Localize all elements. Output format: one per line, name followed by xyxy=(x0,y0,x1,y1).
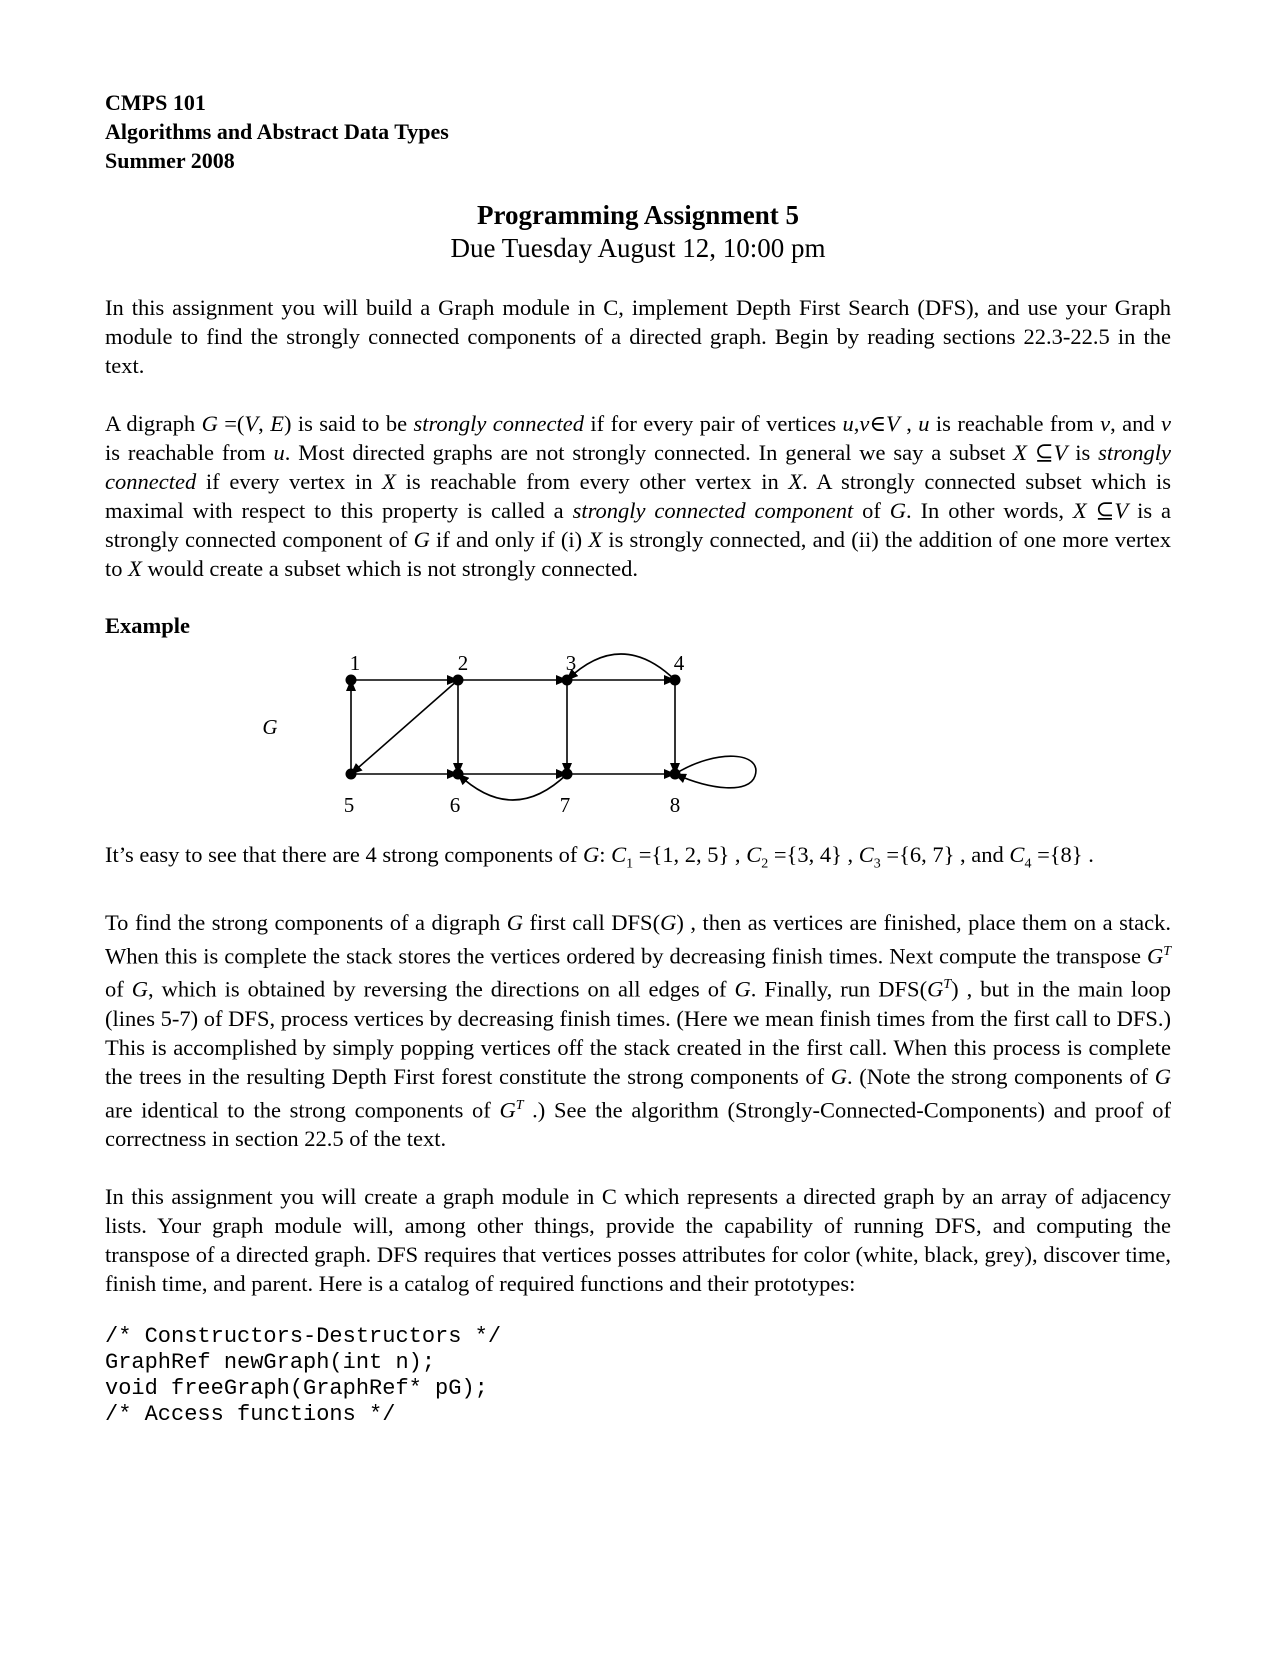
course-title: Algorithms and Abstract Data Types xyxy=(105,119,449,144)
edge-2-5 xyxy=(351,680,458,774)
code-line: /* Access functions */ xyxy=(105,1402,396,1427)
vertex-label-1: 1 xyxy=(349,651,361,675)
vertex-label-4: 4 xyxy=(673,651,685,675)
vertex-8 xyxy=(670,769,681,780)
course-term: Summer 2008 xyxy=(105,148,235,173)
vertex-5 xyxy=(346,769,357,780)
course-number: CMPS 101 xyxy=(105,90,206,115)
vertex-label-6: 6 xyxy=(449,793,461,817)
code-block xyxy=(105,1324,1171,1428)
vertex-label-3: 3 xyxy=(565,651,577,675)
graph-label: G xyxy=(262,715,278,739)
vertex-6 xyxy=(453,769,464,780)
vertex-label-5: 5 xyxy=(343,793,355,817)
example-graph xyxy=(105,640,1171,826)
module-paragraph: In this assignment you will create a graph module in C which represents a directed graph by an array of adjacency lists. Your graph module will, among other things, provide the capability of running DFS, and computing the transpose of a directed graph. DFS requires that vertices posses attributes for color (white, black, grey), discover time, finish time, and parent. Here is a catalog of required functions and their prototypes: xyxy=(105,1184,1171,1296)
example-heading: Example xyxy=(105,613,191,638)
code-line: void freeGraph(GraphRef* pG); xyxy=(105,1376,488,1401)
example-graph-figure xyxy=(105,640,1171,826)
algorithm-paragraph: To find the strong components of a digraph G first call DFS(G) , then as vertices are finished, place them on a stack. When this is complete the stack stores the vertices ordered by decreasing finish times. Next compute the transpose $G^T$ of G, which is obtained by reversing the directions on all edges of G. Finally, run $DFS(G^T)$ , but in the main loop (lines 5-7) of DFS, process vertices by decreasing finish times. (Here we mean finish times from the first call to DFS.) This is accomplished by simply popping vertices off the stack created in the first call. When this process is complete the trees in the resulting Depth First forest constitute the strong components of G. (Note the strong components of G are identical to the strong components of $G^T$ .) See the algorithm (Strongly-Connected-Components) and proof of correctness in section 22.5 of the text. xyxy=(105,909,1171,1151)
document-page xyxy=(105,88,1171,1428)
code-line: /* Constructors-Destructors */ xyxy=(105,1324,502,1349)
vertex-label-2: 2 xyxy=(457,651,469,675)
assignment-title: Programming Assignment 5 xyxy=(477,200,799,230)
vertex-label-8: 8 xyxy=(669,793,681,817)
code-line: GraphRef newGraph(int n); xyxy=(105,1350,436,1375)
vertex-label-7: 7 xyxy=(559,793,571,817)
edge-8-8 xyxy=(675,756,756,788)
components-paragraph: It’s easy to see that there are 4 strong components of G: $C_1 =\{1$, 2, 5} , $C_2 =\{3$, 4} , $C_3 =\{6$, 7} , and $C_4 =\{8\}$ . xyxy=(105,842,1094,872)
vertex-1 xyxy=(346,675,357,686)
vertex-2 xyxy=(453,675,464,686)
vertex-3 xyxy=(562,675,573,686)
edge-4-3 xyxy=(567,654,675,680)
definition-paragraph: A digraph G =(V, E) is said to be strongly connected if for every pair of vertices u,v∈V , u is reachable from v, and v is reachable from u. Most directed graphs are not strongly connected. In general we say a subset X ⊆V is strongly connected if every vertex in X is reachable from every other vertex in X. A strongly connected subset which is maximal with respect to this property is called a strongly connected component of G. In other words, X ⊆V is a strongly connected component of G if and only if (i) X is strongly connected, and (ii) the addition of one more vertex to X would create a subset which is not strongly connected. xyxy=(105,411,1172,581)
due-date: Due Tuesday August 12, 10:00 pm xyxy=(450,233,826,263)
vertex-7 xyxy=(562,769,573,780)
intro-paragraph: In this assignment you will build a Graph module in C, implement Depth First Search (DFS), and use your Graph module to find the strongly connected components of a directed graph. Begin by reading sections 22.3-22.5 in the text. xyxy=(105,295,1171,378)
edge-7-6 xyxy=(458,774,567,800)
vertex-4 xyxy=(670,675,681,686)
